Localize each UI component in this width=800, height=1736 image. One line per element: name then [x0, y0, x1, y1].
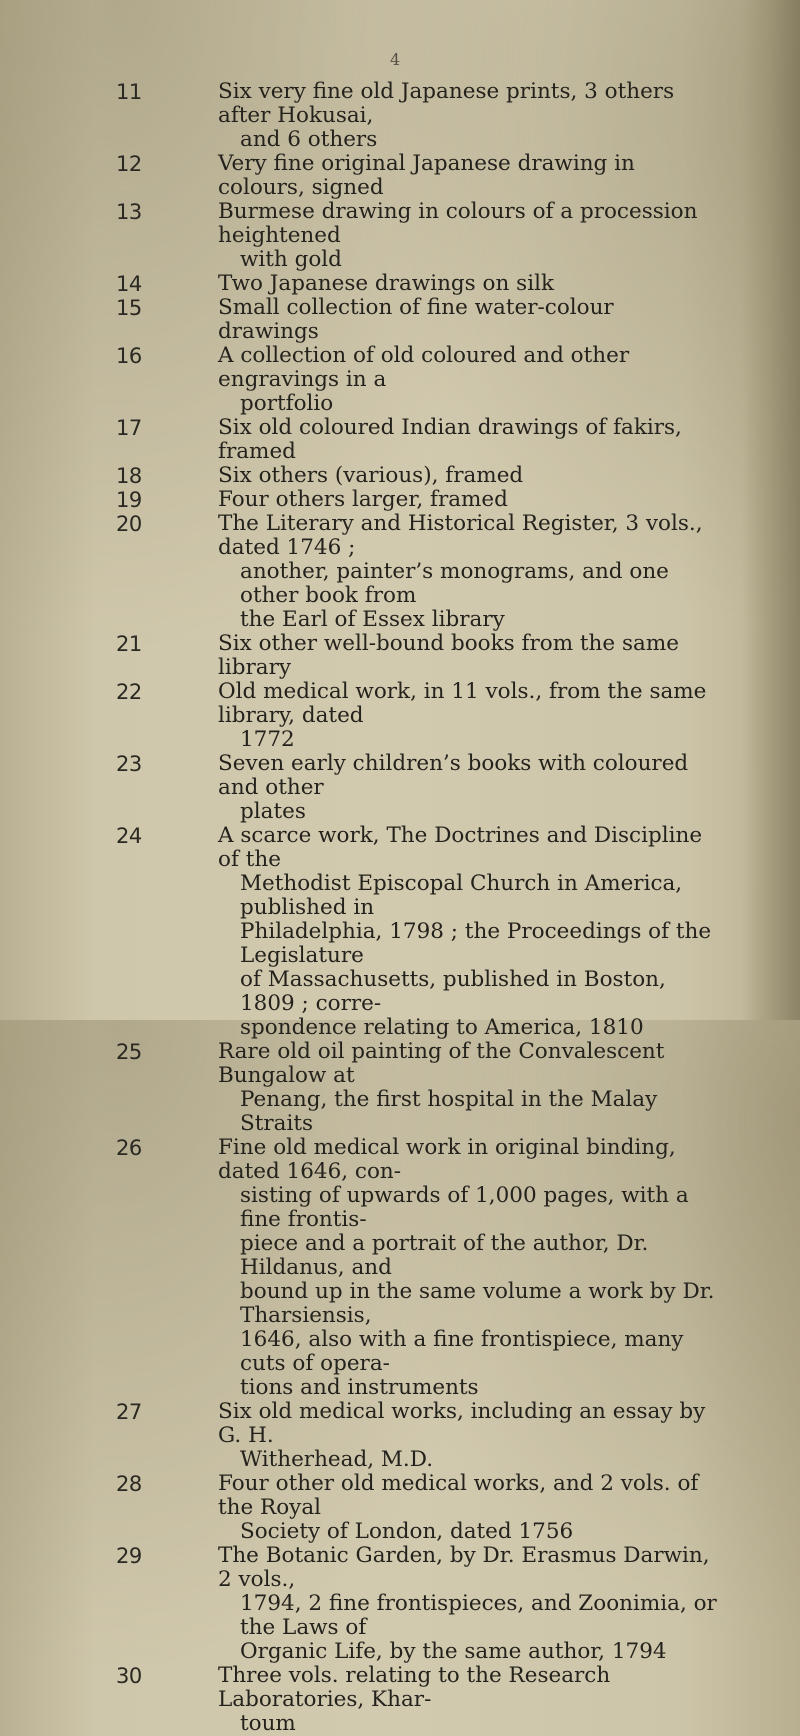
- description-line: Six other well-bound books from the same library: [218, 631, 679, 680]
- lot-description: [218, 416, 718, 464]
- lot-number: 23: [116, 752, 142, 776]
- lot-entry: [0, 200, 800, 272]
- description-line: sisting of upwards of 1,000 pages, with a fine frontis-: [240, 1183, 689, 1232]
- lot-entry: [0, 1136, 800, 1400]
- lot-number: 17: [116, 416, 142, 440]
- lot-description: [218, 80, 718, 152]
- lot-number: 26: [116, 1136, 142, 1160]
- description-line: of Massachusetts, published in Boston, 1809 ; corre-: [240, 967, 666, 1016]
- lot-number: 27: [116, 1400, 142, 1424]
- lot-description: [218, 1136, 718, 1400]
- description-line: plates: [240, 799, 306, 824]
- lot-entry: [0, 344, 800, 416]
- description-line: piece and a portrait of the author, Dr. Hildanus, and: [240, 1231, 649, 1280]
- description-line: Six very fine old Japanese prints, 3 others after Hokusai,: [218, 79, 675, 128]
- lot-description: [218, 488, 718, 512]
- description-line: Old medical work, in 11 vols., from the same library, dated: [218, 679, 707, 728]
- lot-entry: [0, 1664, 800, 1736]
- lot-entry: [0, 824, 800, 1040]
- lot-entry: [0, 632, 800, 680]
- description-line: A scarce work, The Doctrines and Discipline of the: [218, 823, 703, 872]
- lot-number: 20: [116, 512, 142, 536]
- description-line: The Literary and Historical Register, 3 vols., dated 1746 ;: [218, 511, 703, 560]
- description-line: toum: [240, 1711, 296, 1736]
- lot-entry: [0, 152, 800, 200]
- lot-number: 30: [116, 1664, 142, 1688]
- lot-entry: [0, 416, 800, 464]
- lot-description: [218, 824, 718, 1040]
- lot-number: 19: [116, 488, 142, 512]
- lot-entry: [0, 1400, 800, 1472]
- lot-number: 11: [116, 80, 142, 104]
- description-line: 1794, 2 fine frontispieces, and Zoonimia, or the Laws of: [240, 1591, 717, 1640]
- lot-description: [218, 632, 718, 680]
- description-line: 1646, also with a fine frontispiece, many cuts of opera-: [240, 1327, 684, 1376]
- lot-description: [218, 296, 718, 344]
- description-line: the Earl of Essex library: [240, 607, 505, 632]
- lot-entry: [0, 296, 800, 344]
- description-line: Burmese drawing in colours of a procession heightened: [218, 199, 698, 248]
- lot-description: [218, 1664, 718, 1736]
- description-line: portfolio: [240, 391, 334, 416]
- lot-entry: [0, 680, 800, 752]
- lot-entry: [0, 80, 800, 152]
- description-line: Penang, the first hospital in the Malay Straits: [240, 1087, 658, 1136]
- description-line: spondence relating to America, 1810: [240, 1015, 644, 1040]
- lot-number: 25: [116, 1040, 142, 1064]
- lot-description: [218, 680, 718, 752]
- description-line: Two Japanese drawings on silk: [218, 271, 554, 296]
- lot-number: 29: [116, 1544, 142, 1568]
- lot-number: 14: [116, 272, 142, 296]
- description-line: bound up in the same volume a work by Dr. Tharsiensis,: [240, 1279, 715, 1328]
- lot-description: [218, 1472, 718, 1544]
- description-line: Witherhead, M.D.: [240, 1447, 434, 1472]
- lot-description: [218, 1400, 718, 1472]
- description-line: Society of London, dated 1756: [240, 1519, 574, 1544]
- lot-number: 13: [116, 200, 142, 224]
- lot-entry: [0, 1040, 800, 1136]
- description-line: Rare old oil painting of the Convalescent Bungalow at: [218, 1039, 665, 1088]
- lot-number: 22: [116, 680, 142, 704]
- description-line: Philadelphia, 1798 ; the Proceedings of the Legislature: [240, 919, 712, 968]
- lot-number: 28: [116, 1472, 142, 1496]
- lot-number: 16: [116, 344, 142, 368]
- description-line: with gold: [240, 247, 342, 272]
- description-line: Six old medical works, including an essay by G. H.: [218, 1399, 706, 1448]
- description-line: Six old coloured Indian drawings of fakirs, framed: [218, 415, 682, 464]
- catalogue-page: [0, 80, 800, 1736]
- lot-description: [218, 152, 718, 200]
- description-line: Four other old medical works, and 2 vols. of the Royal: [218, 1471, 699, 1520]
- lot-description: [218, 200, 718, 272]
- description-line: Four others larger, framed: [218, 487, 508, 512]
- lot-entry: [0, 752, 800, 824]
- lot-entry: [0, 1472, 800, 1544]
- description-line: Seven early children’s books with coloured and other: [218, 751, 689, 800]
- description-line: Methodist Episcopal Church in America, published in: [240, 871, 683, 920]
- top-mark: 4: [390, 50, 401, 69]
- lot-description: [218, 344, 718, 416]
- lot-description: [218, 752, 718, 824]
- description-line: Fine old medical work in original binding, dated 1646, con-: [218, 1135, 676, 1184]
- lot-entry: [0, 512, 800, 632]
- lot-entry: [0, 464, 800, 488]
- lot-description: [218, 1544, 718, 1664]
- lot-description: [218, 272, 718, 296]
- lot-number: 12: [116, 152, 142, 176]
- lot-number: 15: [116, 296, 142, 320]
- description-line: A collection of old coloured and other engravings in a: [218, 343, 630, 392]
- description-line: 1772: [240, 727, 295, 752]
- description-line: Small collection of fine water-colour drawings: [218, 295, 614, 344]
- description-line: another, painter’s monograms, and one other book from: [240, 559, 669, 608]
- lot-entry: [0, 488, 800, 512]
- lot-entry: [0, 1544, 800, 1664]
- description-line: Organic Life, by the same author, 1794: [240, 1639, 667, 1664]
- description-line: Six others (various), framed: [218, 463, 524, 488]
- lot-number: 21: [116, 632, 142, 656]
- description-line: Three vols. relating to the Research Laboratories, Khar-: [218, 1663, 611, 1712]
- lot-entry: [0, 272, 800, 296]
- lot-description: [218, 464, 718, 488]
- lot-number: 24: [116, 824, 142, 848]
- lot-number: 18: [116, 464, 142, 488]
- description-line: and 6 others: [240, 127, 378, 152]
- description-line: The Botanic Garden, by Dr. Erasmus Darwin, 2 vols.,: [218, 1543, 710, 1592]
- lot-description: [218, 1040, 718, 1136]
- description-line: Very fine original Japanese drawing in colours, signed: [218, 151, 635, 200]
- description-line: tions and instruments: [240, 1375, 479, 1400]
- lot-description: [218, 512, 718, 632]
